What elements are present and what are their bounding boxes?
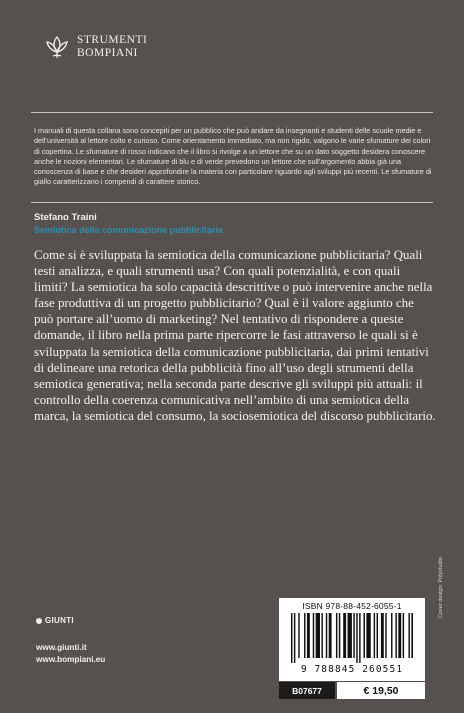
barcode-bar <box>321 613 322 658</box>
barcode-graphic <box>291 613 413 663</box>
barcode-bar <box>366 613 370 658</box>
publisher-site-giunti: www.giunti.it <box>36 643 87 652</box>
product-code: B07677 <box>279 682 335 699</box>
series-logo <box>44 34 147 60</box>
barcode-bar <box>326 613 327 658</box>
barcode-bar <box>395 613 396 658</box>
barcode-bar <box>294 613 295 663</box>
barcode-digits: 9 788845 260551 <box>300 664 404 675</box>
barcode-bar <box>336 613 337 658</box>
price-label: € 19,50 <box>337 682 425 699</box>
cover-credit: Cover design: Polystudio. <box>438 555 444 618</box>
series-name-line1: STRUMENTI <box>77 34 148 46</box>
barcode-panel <box>279 598 425 681</box>
series-intro-text: I manuali di questa collana sono concepiti per un pubblico che può andare da insegnanti e studenti delle scuole medie e dell’università al lettore colto e curioso. Come orientamento immediato, ma non rigido, valgono le varie sfumature dei colori di copertina. Le sfumature di rosso indicano che il libro si rivolge a un lettore che su un dato soggetto desidera conoscere anche le nozioni elementari. Le sfumature di blu e di verde prevedono un lettore che sull’argomento abbia già una conoscenza di base e che desideri approfondire la materia con particolare riguardo agli sviluppi più recenti. Le sfumature di giallo caratterizzano i compendi di carattere storico. <box>34 126 432 187</box>
barcode-bar <box>398 613 401 658</box>
barcode-bar <box>377 613 378 658</box>
barcode-bar <box>329 613 332 658</box>
barcode-bar <box>408 613 409 658</box>
book-description: Come si è sviluppata la semiotica della comunicazione pubblicitaria? Quali testi analizza, e quali strumenti usa? Con quali potenzialità, e con quali limiti? La semiotica ha solo capacità descrittive o può intervenire anche nella fase produttiva di un progetto pubblicitario? Qual è il valore aggiunto che può portare all’uomo di marketing? Nel tentativo di rispondere a queste domande, il libro nella prima parte ripercorre le fasi attraverso le quali si è sviluppata la semiotica della comunicazione pubblicitaria, dai primi tentativi di delineare una retorica della pubblicità fino all’uso degli strumenti della semiotica generativa; nella seconda parte descrive gli sviluppi più attuali: il controllo della coerenza comunicativa nell’ambito di una semiotica della marca, la semiotica del consumo, la sociosemiotica del discorso pubblicitario. <box>34 248 436 423</box>
barcode-bar <box>411 613 413 658</box>
barcode-bar <box>313 613 314 658</box>
giunti-dot-icon <box>36 618 42 624</box>
barcode-bar <box>291 613 292 663</box>
book-title: Semiotica della comunicazione pubblicitaria <box>34 225 224 235</box>
barcode-bar <box>356 613 357 663</box>
publisher-links <box>36 642 105 666</box>
series-name-line2: BOMPIANI <box>77 47 138 59</box>
barcode-bar <box>298 613 299 658</box>
barcode-bar <box>374 613 375 658</box>
barcode-bar <box>307 613 310 658</box>
bompiani-leaf-logo-icon <box>44 34 70 60</box>
book-author: Stefano Traini <box>34 212 97 223</box>
series-name <box>77 34 147 60</box>
publisher-logo <box>36 616 74 625</box>
barcode-bar <box>359 613 360 663</box>
barcode-bar <box>381 613 384 658</box>
publisher-site-bompiani: www.bompiani.eu <box>36 655 106 664</box>
top-divider <box>31 112 433 113</box>
barcode-bar <box>364 613 365 658</box>
middle-divider <box>31 202 433 203</box>
barcode-bar <box>339 613 340 658</box>
barcode-bar <box>403 613 404 658</box>
isbn-label: ISBN 978-88-452-6055-1 <box>302 601 402 611</box>
barcode-bar <box>348 613 352 658</box>
barcode-bar <box>385 613 386 658</box>
publisher-name: GIUNTI <box>45 616 74 625</box>
barcode-bar <box>391 613 392 658</box>
barcode-bar <box>304 613 305 658</box>
barcode-bar <box>343 613 346 658</box>
barcode-bar <box>316 613 320 658</box>
barcode-bar <box>353 613 354 658</box>
